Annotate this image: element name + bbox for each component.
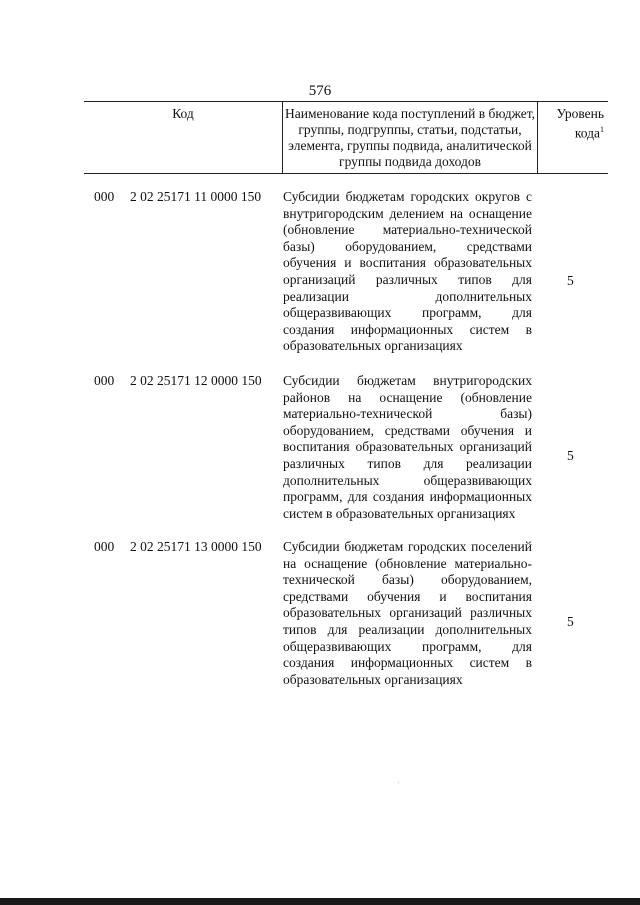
row-admin-code: 000 xyxy=(94,189,115,204)
row-income-name: Субсидии бюджетам внутригородских районов на оснащение (обновление материально-технической базы) оборудованием, средствами обучения и воспитания образовательных организаций различных типов для реализации дополнительных общеразвивающих программ, для создания информационных систем в образовательных организациях xyxy=(283,373,532,521)
header-level-footnote: 1 xyxy=(600,125,604,134)
row-income-name: Субсидии бюджетам городских поселений на оснащение (обновление материально-технической базы) оборудованием, средствами обучения и воспитания образовательных организаций различных типов для реализации дополнительных общеразвивающих программ, для создания информационных систем в образовательных организациях xyxy=(283,539,532,687)
row-level: 5 xyxy=(567,273,574,288)
row-income-code: 2 02 25171 11 0000 150 xyxy=(130,189,262,204)
row-level: 5 xyxy=(567,614,574,629)
row-income-name: Субсидии бюджетам городских округов с внутригородским делением на оснащение (обновление материально-технической базы) оборудованием, средствами обучения и воспитания образовательных организаций различных типов для реализации дополнительных общеразвивающих программ, для создания информационных систем в образовательных организациях xyxy=(283,189,532,354)
header-name: Наименование кода поступлений в бюджет, группы, подгруппы, статьи, подстатьи, элемента, группы подвида, аналитической группы подвида доходов xyxy=(282,102,537,173)
header-level-label: Уровень кода xyxy=(556,106,604,141)
page-number: 576 xyxy=(308,83,332,99)
header-level xyxy=(537,102,608,173)
scan-bottom-edge xyxy=(0,898,640,905)
row-income-code: 2 02 25171 12 0000 150 xyxy=(130,373,262,388)
header-code: Код xyxy=(172,106,194,121)
row-admin-code: 000 xyxy=(94,373,115,388)
row-admin-code: 000 xyxy=(94,539,115,554)
row-income-code: 2 02 25171 13 0000 150 xyxy=(130,539,262,554)
scan-speck xyxy=(398,782,399,783)
row-level: 5 xyxy=(567,448,574,463)
table-header xyxy=(84,101,608,174)
